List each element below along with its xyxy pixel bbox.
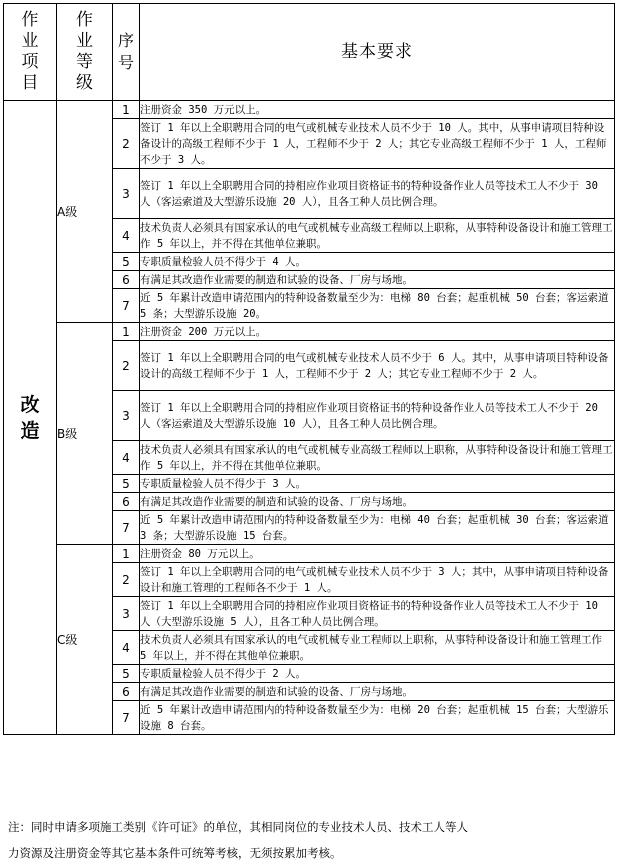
seq-cell: 3 [113,597,140,631]
footnote-line-1: 注：同时申请多项施工类别《许可证》的单位，其相同岗位的专业技术人员、技术工人等人 [8,820,468,834]
requirement-cell: 注册资金 200 万元以上。 [140,323,615,341]
footnote [8,814,608,866]
requirement-cell: 签订 1 年以上全职聘用合同的电气或机械专业技术人员不少于 3 人；其中，从事申请项目特种设备设计和施工管理的工程师各不少于 1 人。 [140,563,615,597]
seq-cell: 3 [113,391,140,441]
seq-cell: 1 [113,545,140,563]
requirement-cell: 专职质量检验人员不得少于 4 人。 [140,253,615,271]
requirement-cell: 签订 1 年以上全职聘用合同的电气或机械专业技术人员不少于 10 人。其中，从事申请项目特种设备设计的高级工程师不少于 1 人，工程师不少于 2 人；其它专业高级工程师不少于 1 人，工程师不少于 3 人。 [140,119,615,169]
requirement-cell: 有满足其改造作业需要的制造和试验的设备、厂房与场地。 [140,271,615,289]
seq-cell: 5 [113,665,140,683]
header-row [4,4,615,101]
header-requirements: 基本要求 [140,4,615,101]
requirements-table [3,3,615,735]
seq-cell: 7 [113,511,140,545]
header-seq: 序号 [113,4,140,101]
seq-cell: 2 [113,119,140,169]
grade-cell: B级 [57,323,113,545]
requirement-cell: 签订 1 年以上全职聘用合同的电气或机械专业技术人员不少于 6 人。其中，从事申请项目特种设备设计的高级工程师不少于 1 人，工程师不少于 2 人；其它专业工程师不少于 2 人。 [140,341,615,391]
requirement-cell: 技术负责人必须具有国家承认的电气或机械专业高级工程师以上职称，从事特种设备设计和施工管理工作 5 年以上，并不得在其他单位兼职。 [140,441,615,475]
requirement-cell: 签订 1 年以上全职聘用合同的持相应作业项目资格证书的特种设备作业人员等技术工人不少于 30 人（客运索道及大型游乐设施 20 人），且各工种人员比例合理。 [140,169,615,219]
requirement-cell: 有满足其改造作业需要的制造和试验的设备、厂房与场地。 [140,683,615,701]
seq-cell: 5 [113,253,140,271]
header-grade: 作业等级 [57,4,113,101]
seq-cell: 2 [113,563,140,597]
seq-cell: 7 [113,701,140,735]
requirement-cell: 专职质量检验人员不得少于 3 人。 [140,475,615,493]
requirement-cell: 技术负责人必须具有国家承认的电气或机械专业工程师以上职称，从事特种设备设计和施工管理工作 5 年以上，并不得在其他单位兼职。 [140,631,615,665]
seq-cell: 7 [113,289,140,323]
seq-cell: 1 [113,101,140,119]
seq-cell: 6 [113,683,140,701]
seq-cell: 1 [113,323,140,341]
project-cell: 改造 [4,101,57,735]
seq-cell: 4 [113,219,140,253]
requirement-cell: 技术负责人必须具有国家承认的电气或机械专业高级工程师以上职称，从事特种设备设计和施工管理工作 5 年以上，并不得在其他单位兼职。 [140,219,615,253]
requirement-cell: 专职质量检验人员不得少于 2 人。 [140,665,615,683]
table-row [4,545,615,563]
footnote-line-2: 力资源及注册资金等其它基本条件可统筹考核，无须按累加考核。 [8,846,342,860]
requirement-cell: 注册资金 80 万元以上。 [140,545,615,563]
header-project: 作业项目 [4,4,57,101]
requirement-cell: 注册资金 350 万元以上。 [140,101,615,119]
requirement-cell: 签订 1 年以上全职聘用合同的持相应作业项目资格证书的特种设备作业人员等技术工人不少于 10 人（大型游乐设施 5 人），且各工种人员比例合理。 [140,597,615,631]
seq-cell: 5 [113,475,140,493]
grade-cell: C级 [57,545,113,735]
grade-cell: A级 [57,101,113,323]
seq-cell: 2 [113,341,140,391]
requirement-cell: 近 5 年累计改造申请范围内的特种设备数量至少为：电梯 40 台套；起重机械 30 台套；客运索道 3 条；大型游乐设施 15 台套。 [140,511,615,545]
requirement-cell: 近 5 年累计改造申请范围内的特种设备数量至少为：电梯 20 台套；起重机械 15 台套；大型游乐设施 8 台套。 [140,701,615,735]
seq-cell: 4 [113,631,140,665]
table-row [4,323,615,341]
seq-cell: 3 [113,169,140,219]
seq-cell: 6 [113,271,140,289]
table-row [4,101,615,119]
seq-cell: 4 [113,441,140,475]
requirement-cell: 签订 1 年以上全职聘用合同的持相应作业项目资格证书的特种设备作业人员等技术工人不少于 20 人（客运索道及大型游乐设施 10 人），且各工种人员比例合理。 [140,391,615,441]
requirement-cell: 近 5 年累计改造申请范围内的特种设备数量至少为：电梯 80 台套；起重机械 50 台套；客运索道 5 条；大型游乐设施 20。 [140,289,615,323]
requirement-cell: 有满足其改造作业需要的制造和试验的设备、厂房与场地。 [140,493,615,511]
seq-cell: 6 [113,493,140,511]
